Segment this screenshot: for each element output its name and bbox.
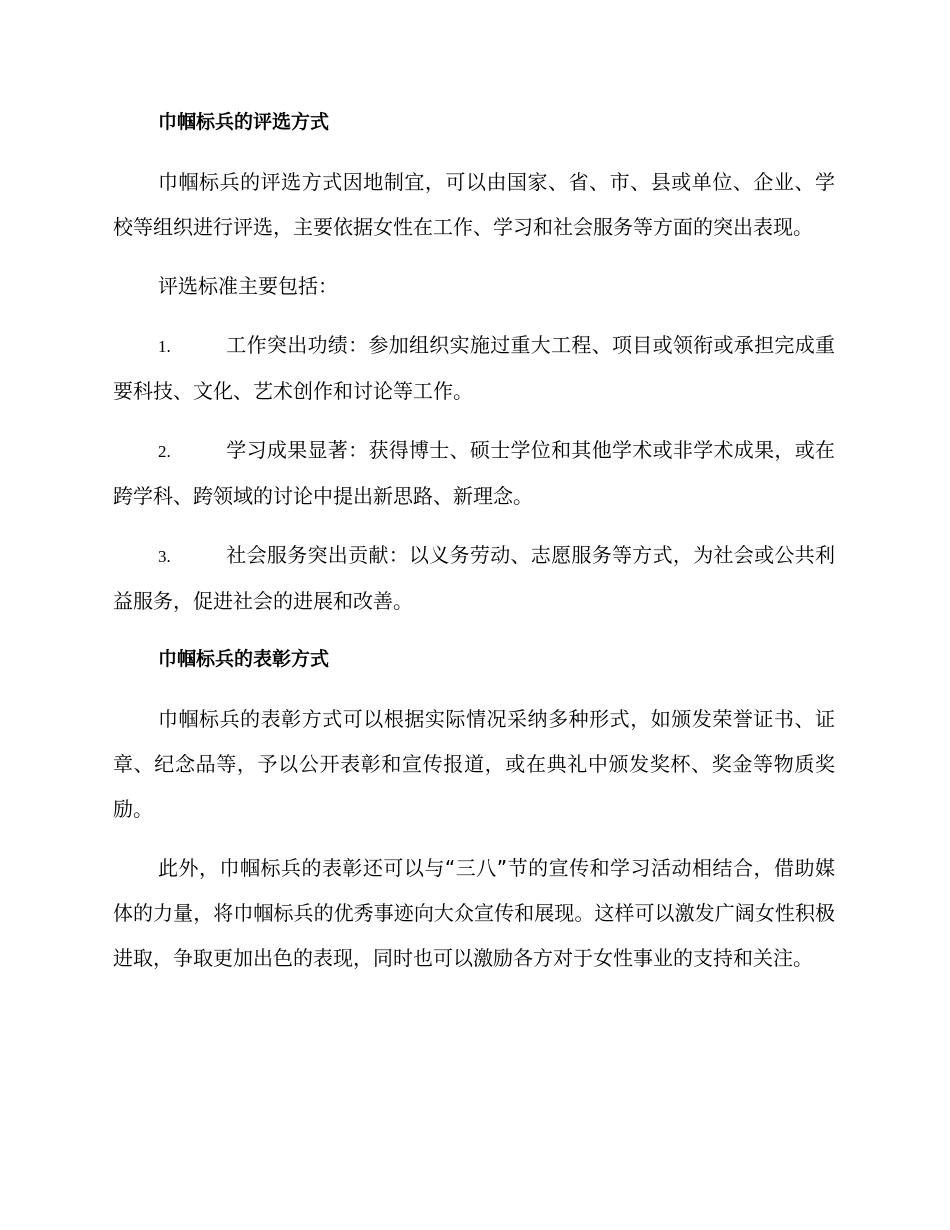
paragraph-commendation-forms: 巾帼标兵的表彰方式可以根据实际情况采纳多种形式，如颁发荣誉证书、证章、纪念品等，予以公开表彰和宣传报道，或在典礼中颁发奖杯、奖金等物质奖励。 (113, 707, 835, 821)
section-heading-selection: 巾帼标兵的评选方式 (158, 111, 330, 133)
list-item-number: 1. (158, 337, 171, 356)
paragraph-criteria-intro: 评选标准主要包括： (158, 274, 338, 298)
list-item-text: 学习成果显著：获得博士、硕士学位和其他学术或非学术成果，或在跨学科、跨领域的讨论中提出新思路、新理念。 (113, 438, 835, 508)
list-item (113, 428, 835, 519)
list-item-text: 工作突出功绩：参加组织实施过重大工程、项目或领衔或承担完成重要科技、文化、艺术创作和讨论等工作。 (113, 333, 835, 403)
list-item (113, 323, 835, 414)
list-item-number: 2. (158, 442, 171, 461)
section-heading-commendation: 巾帼标兵的表彰方式 (158, 648, 330, 670)
list-item-text: 社会服务突出贡献：以义务劳动、志愿服务等方式，为社会或公共利益服务，促进社会的进展和改善。 (113, 543, 835, 613)
list-item-number: 3. (158, 547, 171, 566)
paragraph-commendation-media: 此外，巾帼标兵的表彰还可以与“三八”节的宣传和学习活动相结合，借助媒体的力量，将巾帼标兵的优秀事迹向大众宣传和展现。这样可以激发广阔女性积极进取，争取更加出色的表现，同时也可以激励各方对于女性事业的支持和关注。 (113, 856, 835, 970)
document-page (113, 107, 835, 995)
list-item (113, 533, 835, 624)
paragraph-selection-intro: 巾帼标兵的评选方式因地制宜，可以由国家、省、市、县或单位、企业、学校等组织进行评选，主要依据女性在工作、学习和社会服务等方面的突出表现。 (113, 170, 835, 239)
